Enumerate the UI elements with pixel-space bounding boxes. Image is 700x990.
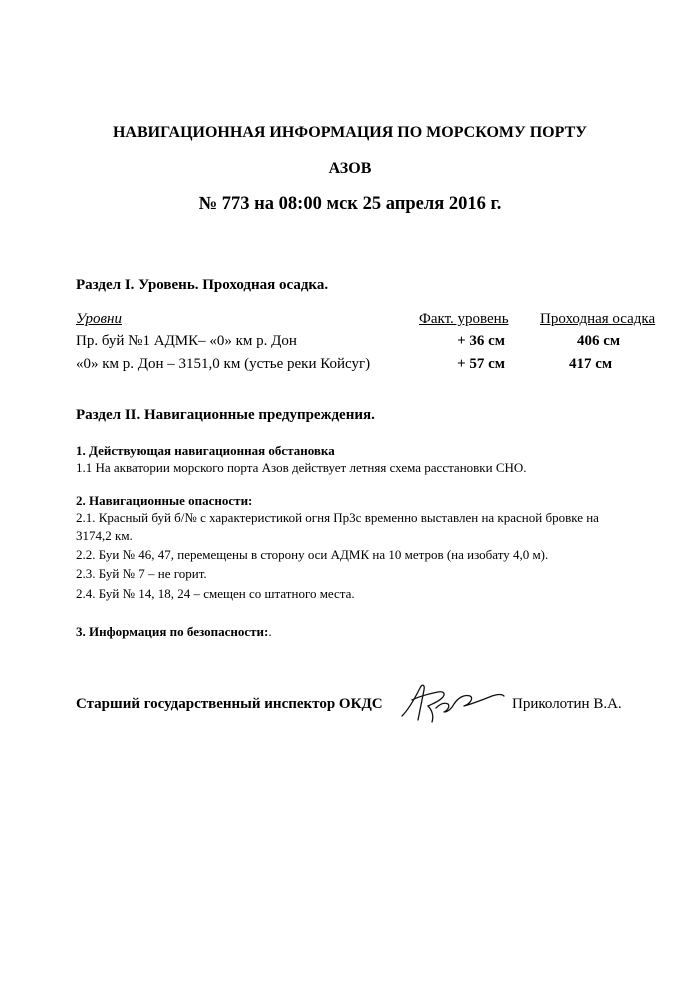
subsection-3-title: 3. Информация по безопасности: bbox=[76, 624, 269, 639]
section-2-heading: Раздел II. Навигационные предупреждения. bbox=[76, 407, 375, 423]
hazard-item-2-1: 2.1. Красный буй б/№ с характеристикой огня Пр3с временно выставлен на красной бровке на bbox=[76, 510, 599, 525]
handwritten-signature bbox=[398, 678, 508, 728]
level-row-1-draft: 406 см bbox=[577, 333, 621, 349]
bulletin-number-line: № 773 на 08:00 мск 25 апреля 2016 г. bbox=[198, 194, 502, 214]
level-row-1-level: + 36 см bbox=[457, 333, 505, 349]
level-row-1-location: Пр. буй №1 АДМК– «0» км р. Дон bbox=[76, 333, 297, 349]
level-row-2-location: «0» км р. Дон – 3151,0 км (устье реки Койсуг) bbox=[76, 356, 371, 372]
subsection-1-title: 1. Действующая навигационная обстановка bbox=[76, 443, 335, 458]
level-row-2-level: + 57 см bbox=[457, 356, 505, 372]
port-name: АЗОВ bbox=[328, 160, 372, 177]
document-title: НАВИГАЦИОННАЯ ИНФОРМАЦИЯ ПО МОРСКОМУ ПОРТУ bbox=[112, 124, 587, 141]
subsection-2-title: 2. Навигационные опасности: bbox=[76, 493, 253, 508]
signer-position: Старший государственный инспектор ОКДС bbox=[76, 696, 383, 712]
subsection-3-line bbox=[76, 623, 272, 641]
column-header-draft: Проходная осадка bbox=[540, 311, 656, 327]
column-header-actual-level: Факт. уровень bbox=[419, 311, 509, 327]
subsection-1-item-1: 1.1 На акватории морского порта Азов действует летняя схема расстановки СНО. bbox=[76, 460, 527, 475]
level-row-2-draft: 417 см bbox=[569, 356, 613, 372]
hazard-item-2-3: 2.3. Буй № 7 – не горит. bbox=[76, 566, 207, 581]
hazard-item-2-2: 2.2. Буи № 46, 47, перемещены в сторону оси АДМК на 10 метров (на изобату 4,0 м). bbox=[76, 547, 549, 562]
hazard-item-2-4: 2.4. Буй № 14, 18, 24 – смещен со штатного места. bbox=[76, 586, 355, 601]
subsection-3-tail: . bbox=[268, 624, 272, 639]
column-header-levels: Уровни bbox=[76, 311, 122, 327]
signer-name: Приколотин В.А. bbox=[512, 696, 622, 712]
section-1-heading: Раздел I. Уровень. Проходная осадка. bbox=[76, 277, 329, 293]
hazard-item-2-1-cont: 3174,2 км. bbox=[76, 528, 133, 543]
